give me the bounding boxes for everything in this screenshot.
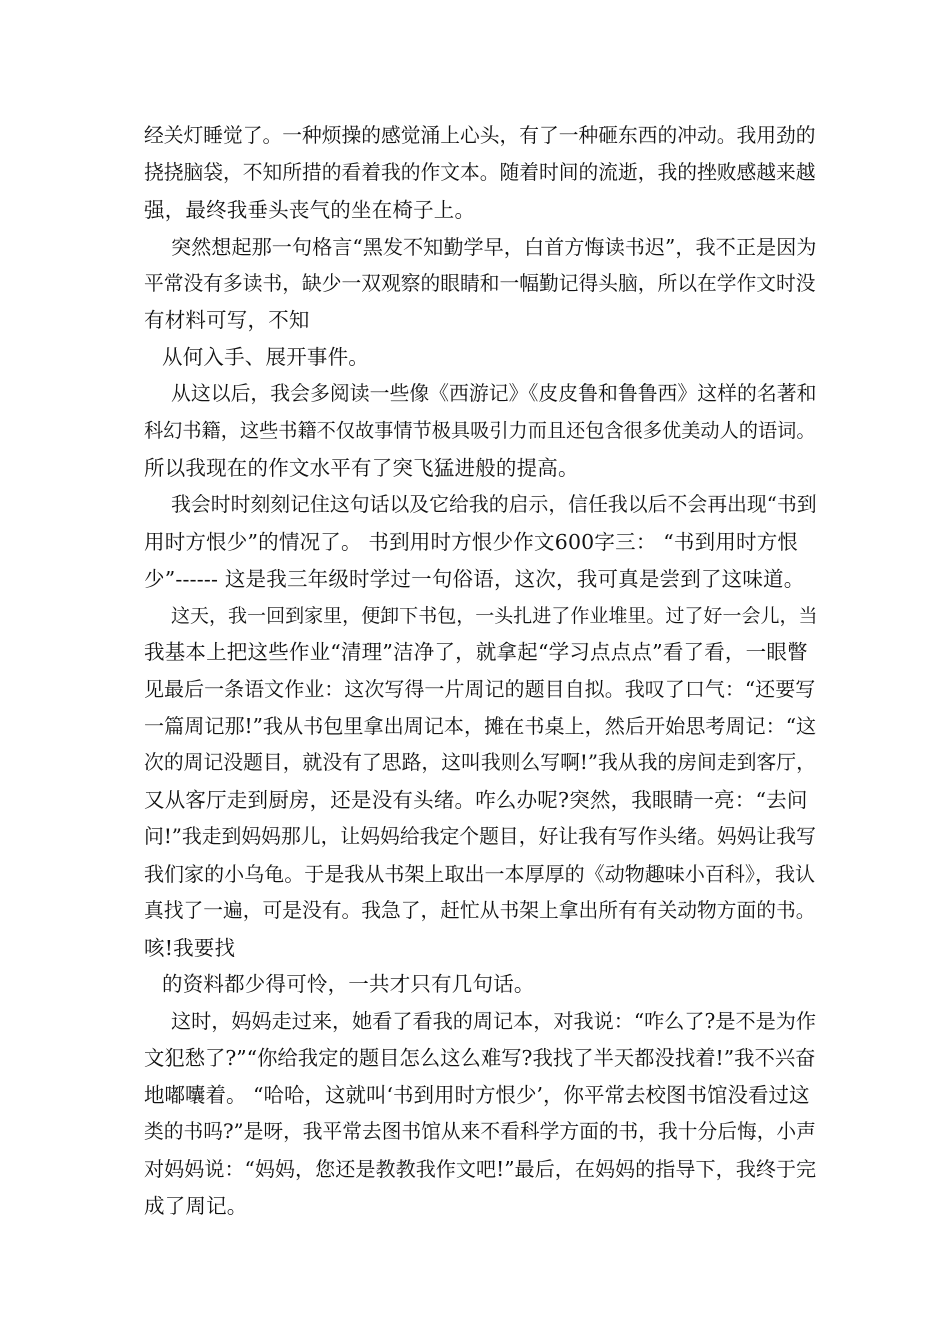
text-line: 经关灯睡觉了。一种烦操的感觉涌上心头，有了一种砸东西的冲动。我用劲的 [144,124,816,147]
document-body [144,118,818,1225]
text-line: 次的周记没题目，就没有了思路，这叫我则么写啊!”我从我的房间走到客厅， [144,751,816,775]
text-line: 见最后一条语文作业：这次写得一片周记的题目自拟。我叹了口气：“还要写 [144,677,816,702]
text-line: 我会时时刻刻记住这句话以及它给我的启示，信任我以后不会再出现“书到 [171,492,817,516]
text-line: 从何入手、展开事件。 [162,345,369,370]
text-line: 突然想起那一句格言“黑发不知勤学早，白首方悔读书迟”，我不正是因为 [171,234,817,259]
text-line: 有材料可写，不知 [144,308,310,333]
text-line: 平常没有多读书，缺少一双观察的眼睛和一幅勤记得头脑，所以在学作文时没 [144,271,816,295]
text-line: 少”------ 这是我三年级时学过一句俗语，这次，我可真是尝到了这味道。 [144,566,805,591]
text-line: 又从客厅走到厨房，还是没有头绪。咋么办呢?突然，我眼睛一亮：“去问 [144,788,808,813]
text-line: 文犯愁了?”“你给我定的题目怎么这么难写?我找了半天都没找着!”我不兴奋 [144,1046,816,1071]
text-line: 强，最终我垂头丧气的坐在椅子上。 [144,197,476,222]
text-line: 用时方恨少”的情况了。 书到用时方恨少作文600字三： “书到用时方恨 [144,529,799,554]
text-line: 科幻书籍，这些书籍不仅故事情节极具吸引力而且还包含很多优美动人的语词。 [144,419,816,443]
text-line: 的资料都少得可怜，一共才只有几句话。 [162,972,535,997]
text-line: 对妈妈说：“妈妈，您还是教教我作文吧!”最后，在妈妈的指导下，我终于完 [144,1156,817,1181]
text-line: 成了周记。 [144,1193,248,1218]
text-line: 从这以后，我会多阅读一些像《西游记》《皮皮鲁和鲁鲁西》这样的名著和 [171,382,817,406]
text-line: 所以我现在的作文水平有了突飞猛进般的提高。 [144,456,579,481]
text-line: 地嘟囔着。 “哈哈，这就叫‘书到用时方恨少’，你平常去校图书馆没看过这 [144,1083,810,1108]
text-line: 这天，我一回到家里，便卸下书包，一头扎进了作业堆里。过了好一会儿，当 [171,604,818,627]
text-line: 我们家的小乌龟。于是我从书架上取出一本厚厚的《动物趣味小百科》，我认 [144,861,816,886]
text-line: 咳!我要找 [144,935,236,960]
text-line: 挠挠脑袋，不知所措的看着我的作文本。随着时间的流逝，我的挫败感越来越 [144,160,816,184]
text-line: 我基本上把这些作业“清理”洁净了，就拿起“学习点点点”看了看，一眼瞥 [144,640,808,665]
text-line: 真找了一遍，可是没有。我急了，赶忙从书架上拿出所有有关动物方面的书。 [144,898,816,922]
text-line: 类的书吗?”是呀，我平常去图书馆从来不看科学方面的书，我十分后悔，小声 [144,1120,816,1144]
text-line: 问!”我走到妈妈那儿，让妈妈给我定个题目，好让我有写作头绪。妈妈让我写 [144,824,816,848]
text-line: 一篇周记那!”我从书包里拿出周记本，摊在书桌上，然后开始思考周记：“这 [144,714,817,739]
text-line: 这时，妈妈走过来，她看了看我的周记本，对我说：“咋么了?是不是为作 [171,1009,816,1034]
